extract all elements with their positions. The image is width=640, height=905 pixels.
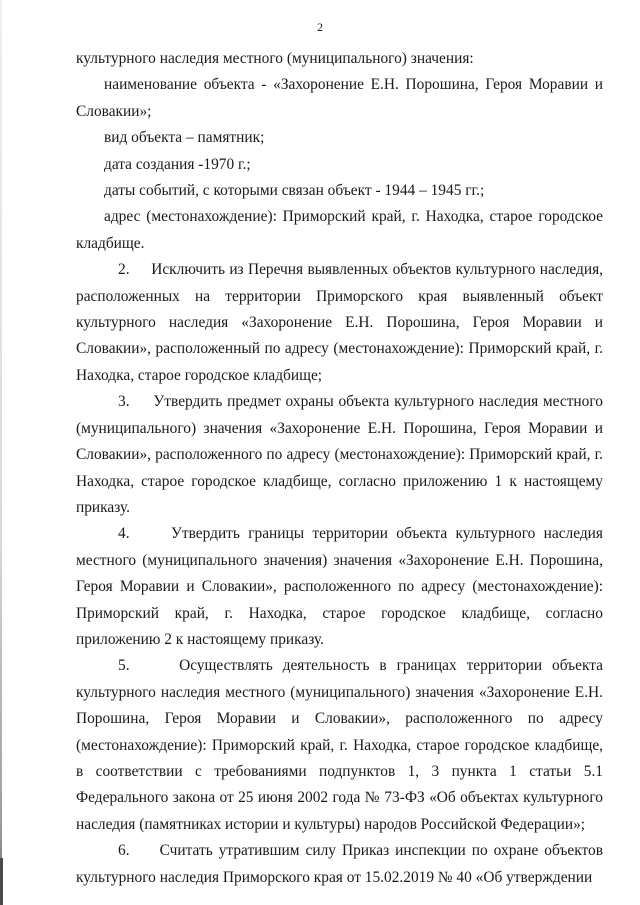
scan-edge: [0, 0, 2, 905]
paragraph-address: адрес (местонахождение): Приморский край, г. Находка, старое городское кладбище.: [76, 208, 603, 252]
paragraph-object-name: наименование объекта - «Захоронение Е.Н. Порошина, Героя Моравии и Словакии»;: [76, 76, 603, 120]
paragraph-item-6: 6. Считать утратившим силу Приказ инспекции по охране объектов культурного наследия Приморского края от 15.02.2019 № 40 «Об утверждении: [76, 842, 603, 886]
paragraph-creation-date: дата создания -1970 г.;: [104, 155, 251, 173]
paragraph-event-dates: даты событий, с которыми связан объект - 1944 – 1945 гг.;: [104, 182, 485, 200]
document-body: [76, 46, 603, 891]
paragraph-line: культурного наследия местного (муниципального) значения:: [76, 50, 474, 67]
paragraph-item-3: 3. Утвердить предмет охраны объекта культурного наследия местного (муниципального) значения «Захоронение Е.Н. Порошина, Героя Моравии и Словакии», расположенного по адресу (местонахождение): Приморский край, г. Находка, старое городское кладбище, согласно приложению 1 к настоящему приказу.: [76, 393, 603, 516]
page-number: 2: [317, 20, 323, 34]
paragraph-item-4: 4. Утвердить границы территории объекта культурного наследия местного (муниципального значения) значения «Захоронение Е.Н. Порошина, Героя Моравии и Словакии», расположенного по адресу (местонахождение): Приморский край, г. Находка, старое городское кладбище, согласно приложению 2 к настоящему приказу.: [76, 525, 603, 648]
scan-mark: [0, 858, 3, 905]
paragraph-item-2: 2. Исключить из Перечня выявленных объектов культурного наследия, расположенных на территории Приморского края выявленный объект культурного наследия «Захоронение Е.Н. Порошина, Героя Моравии и Словакии», расположенный по адресу (местонахождение): Приморский край, г. Находка, старое городское кладбище;: [76, 261, 603, 384]
paragraph-object-type: вид объекта – памятник;: [104, 129, 265, 147]
paragraph-item-5: 5. Осуществлять деятельность в границах территории объекта культурного наследия местного (муниципального) значения «Захоронение Е.Н. Порошина, Героя Моравии и Словакии», расположенного по адресу (местонахождение): Приморский край, г. Находка, старое городское кладбище, в соответствии с требованиями подпунктов 1, 3 пункта 1 статьи 5.1 Федерального закона от 25 июня 2002 года № 73-ФЗ «Об объектах культурного наследия (памятниках истории и культуры) народов Российской Федерации»;: [76, 657, 603, 833]
